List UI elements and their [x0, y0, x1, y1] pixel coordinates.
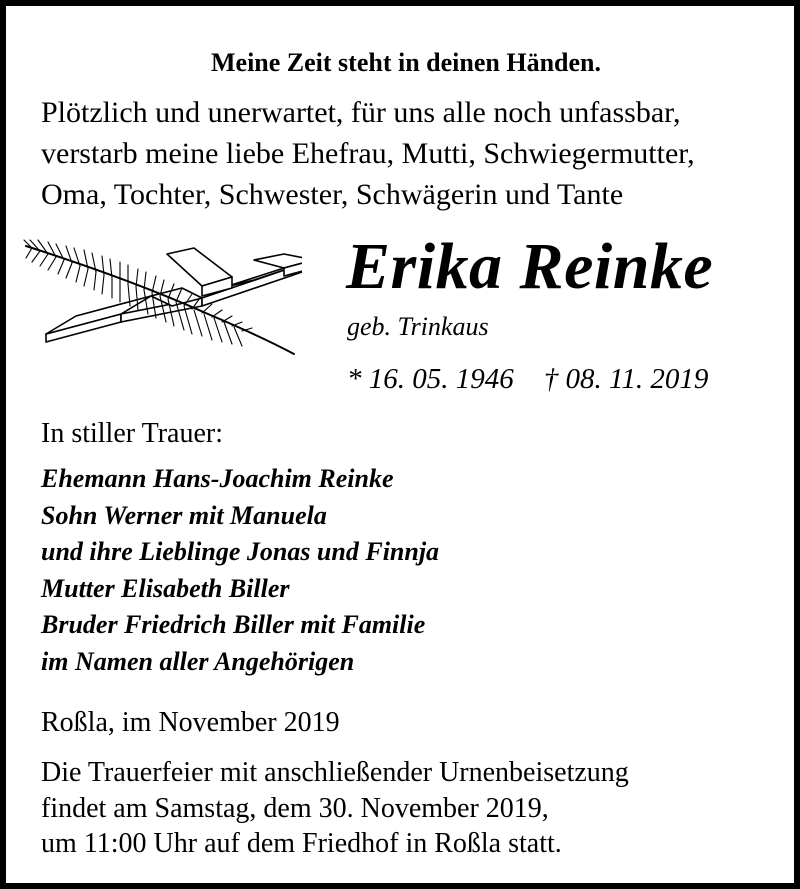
death-date: † 08. 11. 2019: [543, 363, 709, 395]
funeral-details: [41, 755, 629, 862]
intro-text: [41, 92, 781, 215]
life-dates: [347, 362, 708, 396]
mourner-line: Sohn Werner mit Manuela: [41, 500, 327, 530]
mourner-line: Mutter Elisabeth Biller: [41, 573, 290, 603]
mourning-label: In stiller Trauer:: [41, 418, 223, 449]
intro-line: Oma, Tochter, Schwester, Schwägerin und Tante: [41, 178, 624, 211]
headline: Meine Zeit steht in deinen Händen.: [210, 48, 601, 77]
cross-with-palm-frond-icon: [22, 236, 302, 358]
funeral-line: findet am Samstag, dem 30. November 2019,: [41, 792, 549, 824]
deceased-name: Erika Reinke: [346, 230, 714, 303]
mourner-line: im Namen aller Angehörigen: [41, 646, 355, 676]
intro-line: Plötzlich und unerwartet, für uns alle noch unfassbar,: [41, 96, 681, 129]
funeral-line: Die Trauerfeier mit anschließender Urnenbeisetzung: [41, 757, 629, 788]
funeral-line: um 11:00 Uhr auf dem Friedhof in Roßla statt.: [41, 828, 562, 859]
mourner-line: und ihre Lieblinge Jonas und Finnja: [41, 537, 440, 566]
intro-line: verstarb meine liebe Ehefrau, Mutti, Schwiegermutter,: [41, 137, 695, 170]
birth-name: geb. Trinkaus: [347, 312, 489, 341]
birth-date: * 16. 05. 1946: [347, 363, 514, 395]
place-and-date: Roßla, im November 2019: [41, 707, 340, 738]
mourner-line: Ehemann Hans-Joachim Reinke: [41, 464, 394, 493]
mourners-list: [41, 461, 439, 680]
mourner-line: Bruder Friedrich Biller mit Familie: [41, 610, 426, 639]
